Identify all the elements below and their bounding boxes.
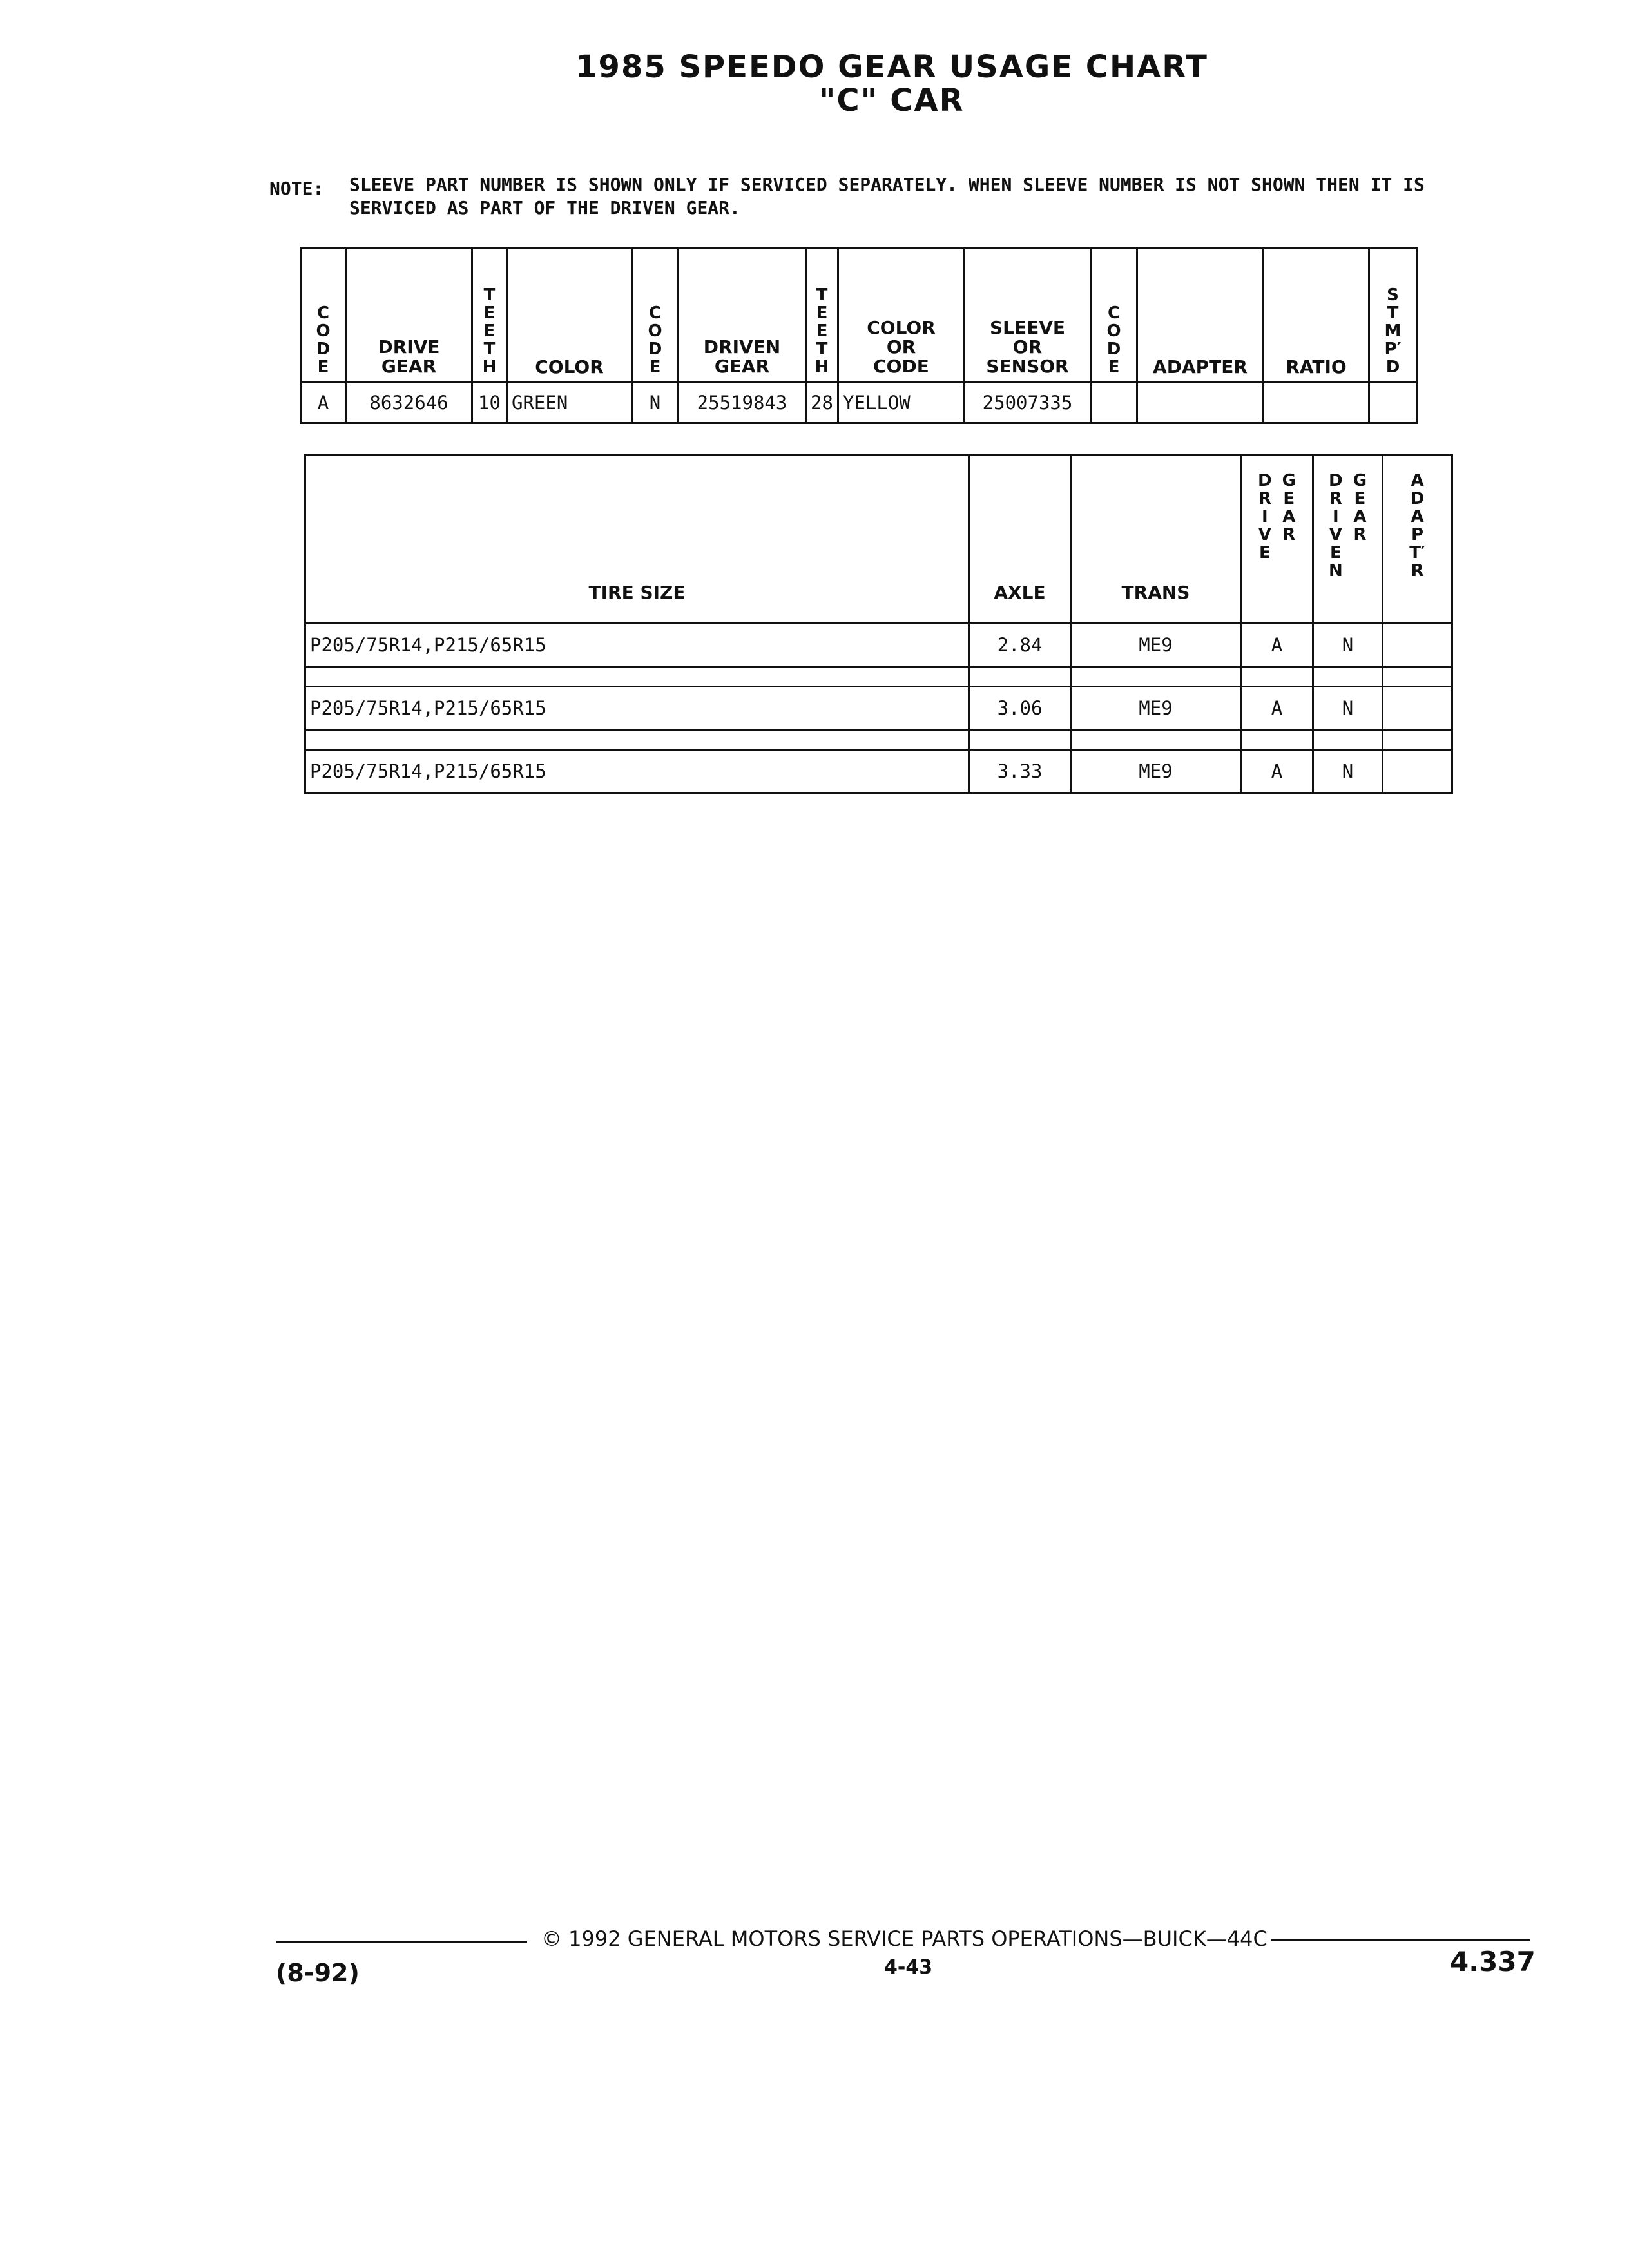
cell-ratio [1264,383,1369,423]
footer-page-number: 4-43 [884,1956,933,1979]
cell-drive-gear: 8632646 [346,383,472,423]
header-color: COLOR [507,248,632,383]
cell-driven-gear: N [1313,687,1383,730]
cell-adaptr [1383,687,1452,730]
header-axle: AXLE [969,456,1071,624]
header-sleeve-code: C O D E [1091,248,1137,383]
header-adaptr: A D A P T′ R [1383,456,1452,624]
page-subtitle: "C" CAR [819,82,965,119]
cell-driven-gear: N [1313,624,1383,667]
cell-adapter [1137,383,1264,423]
table-row [305,687,1452,730]
footer-copyright: © 1992 GENERAL MOTORS SERVICE PARTS OPERATIONS—BUICK—44C [541,1927,1268,1951]
cell-axle: 3.33 [969,750,1071,793]
note-label: NOTE: [269,178,324,199]
cell-axle: 2.84 [969,624,1071,667]
cell-driven-gear: 25519843 [679,383,806,423]
drive-gear-table [300,247,1418,424]
table-row [305,624,1452,667]
header-code: C O D E [301,248,346,383]
cell-code: A [301,383,346,423]
header-drive-gear: D R I V E G E A R [1241,456,1313,624]
header-driven-gear: D R I V E N G E A R [1313,456,1383,624]
page-title: 1985 SPEEDO GEAR USAGE CHART [575,49,1208,85]
header-tire-size: TIRE SIZE [305,456,969,624]
header-stmpd: S T M P′ D [1369,248,1417,383]
cell-tire-size: P205/75R14,P215/65R15 [305,624,969,667]
cell-drive-gear: A [1241,687,1313,730]
note-text-line1: SLEEVE PART NUMBER IS SHOWN ONLY IF SERVICED SEPARATELY. WHEN SLEEVE NUMBER IS NOT SHOWN THEN IT IS [349,174,1425,195]
cell-driven-gear: N [1313,750,1383,793]
footer-date: (8-92) [276,1959,360,1987]
row-separator [305,667,1452,687]
header-ratio: RATIO [1264,248,1369,383]
footer-rule-right [1271,1939,1530,1941]
cell-stmpd [1369,383,1417,423]
footer-rule-left [276,1941,527,1943]
cell-color: GREEN [507,383,632,423]
table-row [305,750,1452,793]
cell-teeth: 10 [472,383,507,423]
cell-driven-color: YELLOW [838,383,965,423]
table-row [301,383,1417,423]
header-driven-teeth: T E E T H [806,248,838,383]
cell-tire-size: P205/75R14,P215/65R15 [305,750,969,793]
header-drive-gear: DRIVE GEAR [346,248,472,383]
header-adapter: ADAPTER [1137,248,1264,383]
header-teeth: T E E T H [472,248,507,383]
header-driven-gear: DRIVEN GEAR [679,248,806,383]
footer-section-number: 4.337 [1450,1946,1536,1977]
cell-driven-teeth: 28 [806,383,838,423]
cell-drive-gear: A [1241,624,1313,667]
header-color-or-code: COLOR OR CODE [838,248,965,383]
cell-tire-size: P205/75R14,P215/65R15 [305,687,969,730]
cell-trans: ME9 [1071,624,1241,667]
cell-sleeve-code [1091,383,1137,423]
tire-size-table [304,454,1453,794]
cell-axle: 3.06 [969,687,1071,730]
cell-trans: ME9 [1071,750,1241,793]
note-text-line2: SERVICED AS PART OF THE DRIVEN GEAR. [349,197,740,218]
cell-drive-gear: A [1241,750,1313,793]
header-trans: TRANS [1071,456,1241,624]
cell-trans: ME9 [1071,687,1241,730]
cell-sleeve: 25007335 [965,383,1091,423]
cell-driven-code: N [632,383,679,423]
header-driven-code: C O D E [632,248,679,383]
header-sleeve-or-sensor: SLEEVE OR SENSOR [965,248,1091,383]
row-separator [305,730,1452,750]
cell-adaptr [1383,624,1452,667]
cell-adaptr [1383,750,1452,793]
